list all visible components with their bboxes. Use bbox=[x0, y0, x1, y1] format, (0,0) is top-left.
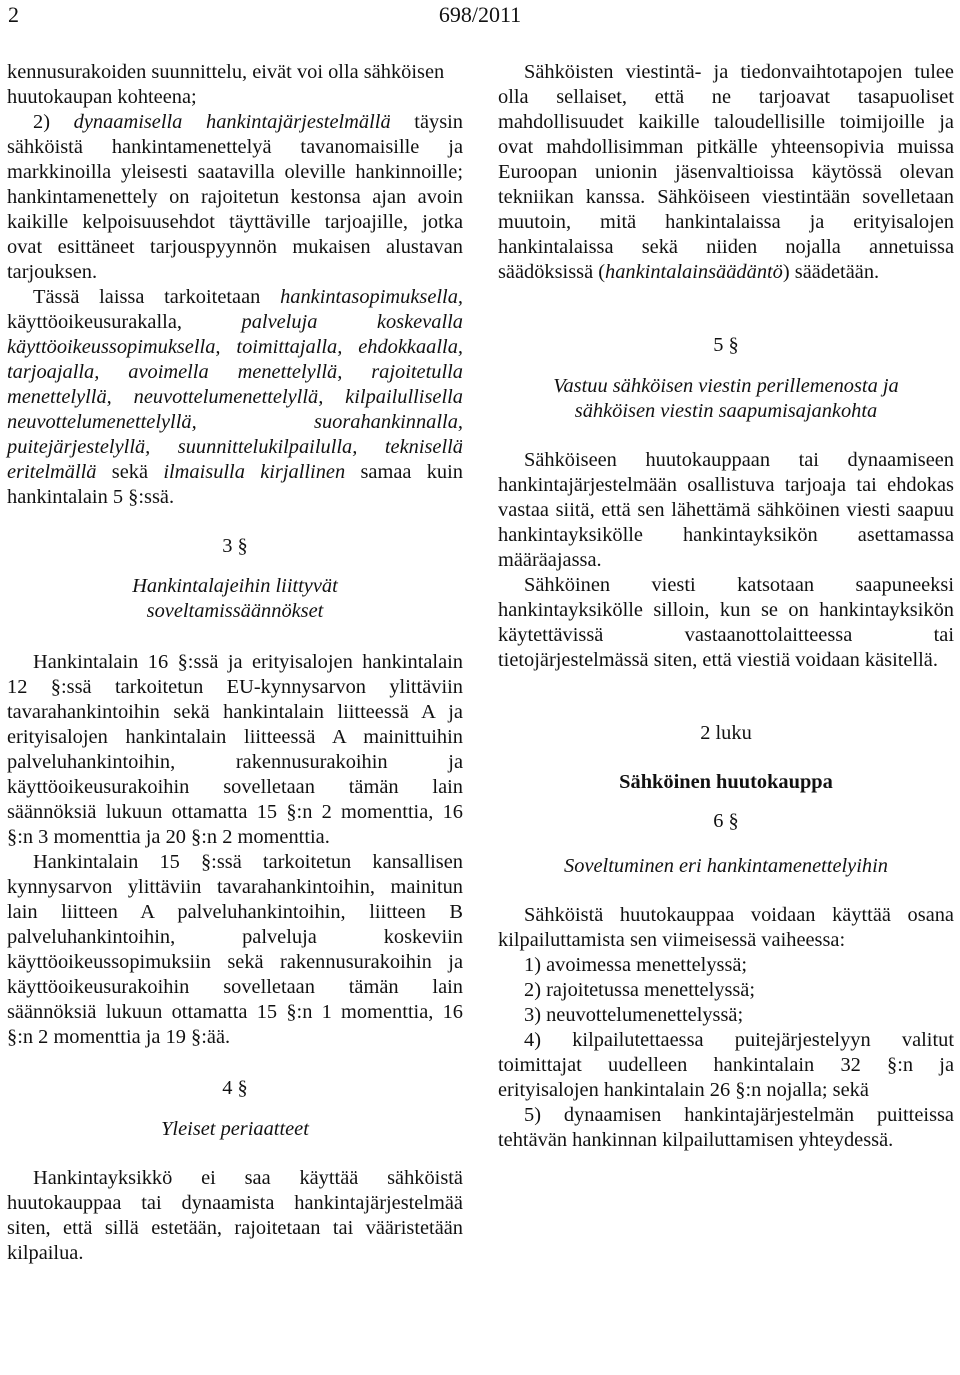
definitions-paragraph: Tässä laissa tarkoitetaan hankintasopimuksella, käyttöoikeusurakalla, palveluja koskevalla käyttöoikeussopimuksella, toimittajalla, ehdokkaalla, tarjoajalla, avoimella menettelyllä, rajoitetulla menettelyllä, neuvottelumenettelyllä, kilpailullisella neuvottelumenettelyllä, suorahankinnalla, puitejärjestelyllä, suunnittelukilpailulla, teknisellä eritelmällä sekä ilmaisulla kirjallinen samaa kuin hankintalain 5 §:ssä. bbox=[7, 286, 463, 508]
list-item: 1) avoimessa menettelyssä; bbox=[524, 954, 748, 976]
document-reference: 698/2011 bbox=[438, 2, 522, 27]
section-3-paragraph-2: Hankintalain 15 §:ssä tarkoitetun kansallisen kynnysarvon ylittäviin tavarahankintoihin, mainitun lain liitteen A palveluhankintoihin, liitteen B palveluhankintoihin, palveluja koskeviin käyttöoikeussopimuksiin sekä rakennusurakoihin ja käyttöoikeusurakoihin sovelletaan tämän lain säännöksiä lukuun ottamatta 15 §:n 1 momenttia, 16 §:n 2 momenttia ja 19 §:ää. bbox=[7, 851, 463, 1048]
section-3-number: 3 § bbox=[222, 535, 248, 557]
electronic-communications-paragraph: Sähköisten viestintä- ja tiedonvaihtotapojen tulee olla sellaiset, että ne tarjoavat tasapuoliset mahdollisuudet kaikille taloudellisille toimijoille ja ovat mahdollisimman pitkälle yhteensopivia muissa Euroopan unionin jäsenvaltioissa käytössä olevan tekniikan kanssa. Sähköiseen viestintään sovelletaan muutoin, mitä hankintalaissa ja erityisalojen hankintalaissa sekä niiden nojalla annetuissa säädöksissä (hankintalainsäädäntö) säädetään. bbox=[498, 61, 954, 283]
section-5-title-line-2: sähköisen viestin saapumisajankohta bbox=[574, 400, 878, 422]
chapter-2-title: Sähköinen huutokauppa bbox=[619, 771, 833, 793]
defined-term: ilmaisulla kirjallinen bbox=[163, 461, 346, 483]
section-4-title: Yleiset periaatteet bbox=[161, 1118, 309, 1140]
list-item: 2) rajoitetussa menettelyssä; bbox=[524, 979, 756, 1001]
section-6-title: Soveltuminen eri hankintamenettelyihin bbox=[564, 855, 888, 877]
section-3-paragraph-1: Hankintalain 16 §:ssä ja erityisalojen hankintalain 12 §:ssä tarkoitetun EU-kynnysarvon ylittäviin tavarahankintoihin sekä hankintalain liitteessä A ja erityisalojen hankintalain liitteessä A mainittuihin palveluhankintoihin, rakennusurakoihin ja käyttöoikeusurakoihin sovelletaan tämän lain säännöksiä lukuun ottamatta 15 §:n 2 momenttia, 16 §:n 3 momenttia ja 20 §:n 2 momenttia. bbox=[7, 651, 463, 848]
definition-item-2: 2) dynaamisella hankintajärjestelmällä täysin sähköistä hankintamenettelyä tavanomaisille ja markkinoilla yleisesti saatavilla oleville hankinnoille; hankintamenettely on rajoitetun kestonsa ajan avoin kaikille kelpoisuusehdot täyttäville tarjoajille, jotka ovat esittäneet tarjouspyynnön mukaisen alustavan tarjouksen. bbox=[7, 111, 463, 283]
list-item: 3) neuvottelumenettelyssä; bbox=[524, 1004, 744, 1026]
page-number: 2 bbox=[8, 2, 19, 27]
section-5-paragraph-2: Sähköinen viesti katsotaan saapuneeksi hankintayksikölle silloin, kun se on hankintayksikön käytettävissä vastaanottolaitteessa tai tietojärjestelmässä siten, että viestiä voidaan käsitellä. bbox=[498, 574, 954, 671]
defined-terms-list: palveluja koskevalla käyttöoikeussopimuksella, toimittajalla, ehdokkaalla, tarjoajalla, avoimella menettelyllä, rajoitetulla menettelyllä, neuvottelumenettelyllä, kilpailullisella neuvottelumenettelyllä, suorahankinnalla, puitejärjestelyllä, suunnittelukilpailulla, teknisellä eritelmällä bbox=[7, 311, 463, 483]
left-column bbox=[7, 60, 463, 1266]
page-header bbox=[0, 0, 960, 34]
paragraph-continuation: kennusurakoiden suunnittelu, eivät voi olla sähköisen huutokaupan kohteena; bbox=[7, 61, 445, 108]
defined-term: hankintasopimuksella, bbox=[280, 286, 463, 308]
section-3-title-line-2: soveltamissäännökset bbox=[146, 600, 324, 622]
defined-term: hankintalainsäädäntö bbox=[605, 261, 783, 283]
section-6-paragraph-1: Sähköistä huutokauppaa voidaan käyttää osana kilpailuttamista sen viimeisessä vaiheessa: bbox=[498, 904, 954, 951]
chapter-2-number: 2 luku bbox=[700, 722, 752, 744]
section-3-title-line-1: Hankintalajeihin liittyvät bbox=[132, 575, 338, 597]
section-5-title-line-1: Vastuu sähköisen viestin perillemenosta ja bbox=[553, 375, 899, 397]
section-5-paragraph-1: Sähköiseen huutokauppaan tai dynaamiseen hankintajärjestelmään osallistuva tarjoaja tai ehdokas vastaa siitä, että sen lähettämä sähköinen viesti saapuu hankintayksikölle hankintayksikön asettamassa määräajassa. bbox=[498, 449, 954, 571]
list-item: 5) dynaamisen hankintajärjestelmän puitteissa tehtävän hankinnan kilpailuttamisen yhteydessä. bbox=[498, 1104, 954, 1151]
section-6-number: 6 § bbox=[713, 810, 739, 832]
defined-term: dynaamisella hankintajärjestelmällä bbox=[73, 111, 391, 133]
section-5-number: 5 § bbox=[713, 334, 739, 356]
list-item: 4) kilpailutettaessa puitejärjestelyyn valitut toimittajat uudelleen hankintalain 32 §:n ja erityisalojen hankintalain 26 §:n nojalla; sekä bbox=[498, 1029, 954, 1101]
section-4-number: 4 § bbox=[222, 1077, 248, 1099]
right-column bbox=[498, 60, 954, 1153]
section-4-paragraph-1: Hankintayksikkö ei saa käyttää sähköistä huutokauppaa tai dynaamista hankintajärjestelmää siten, että sillä estetään, rajoitetaan tai vääristetään kilpailua. bbox=[7, 1167, 463, 1264]
